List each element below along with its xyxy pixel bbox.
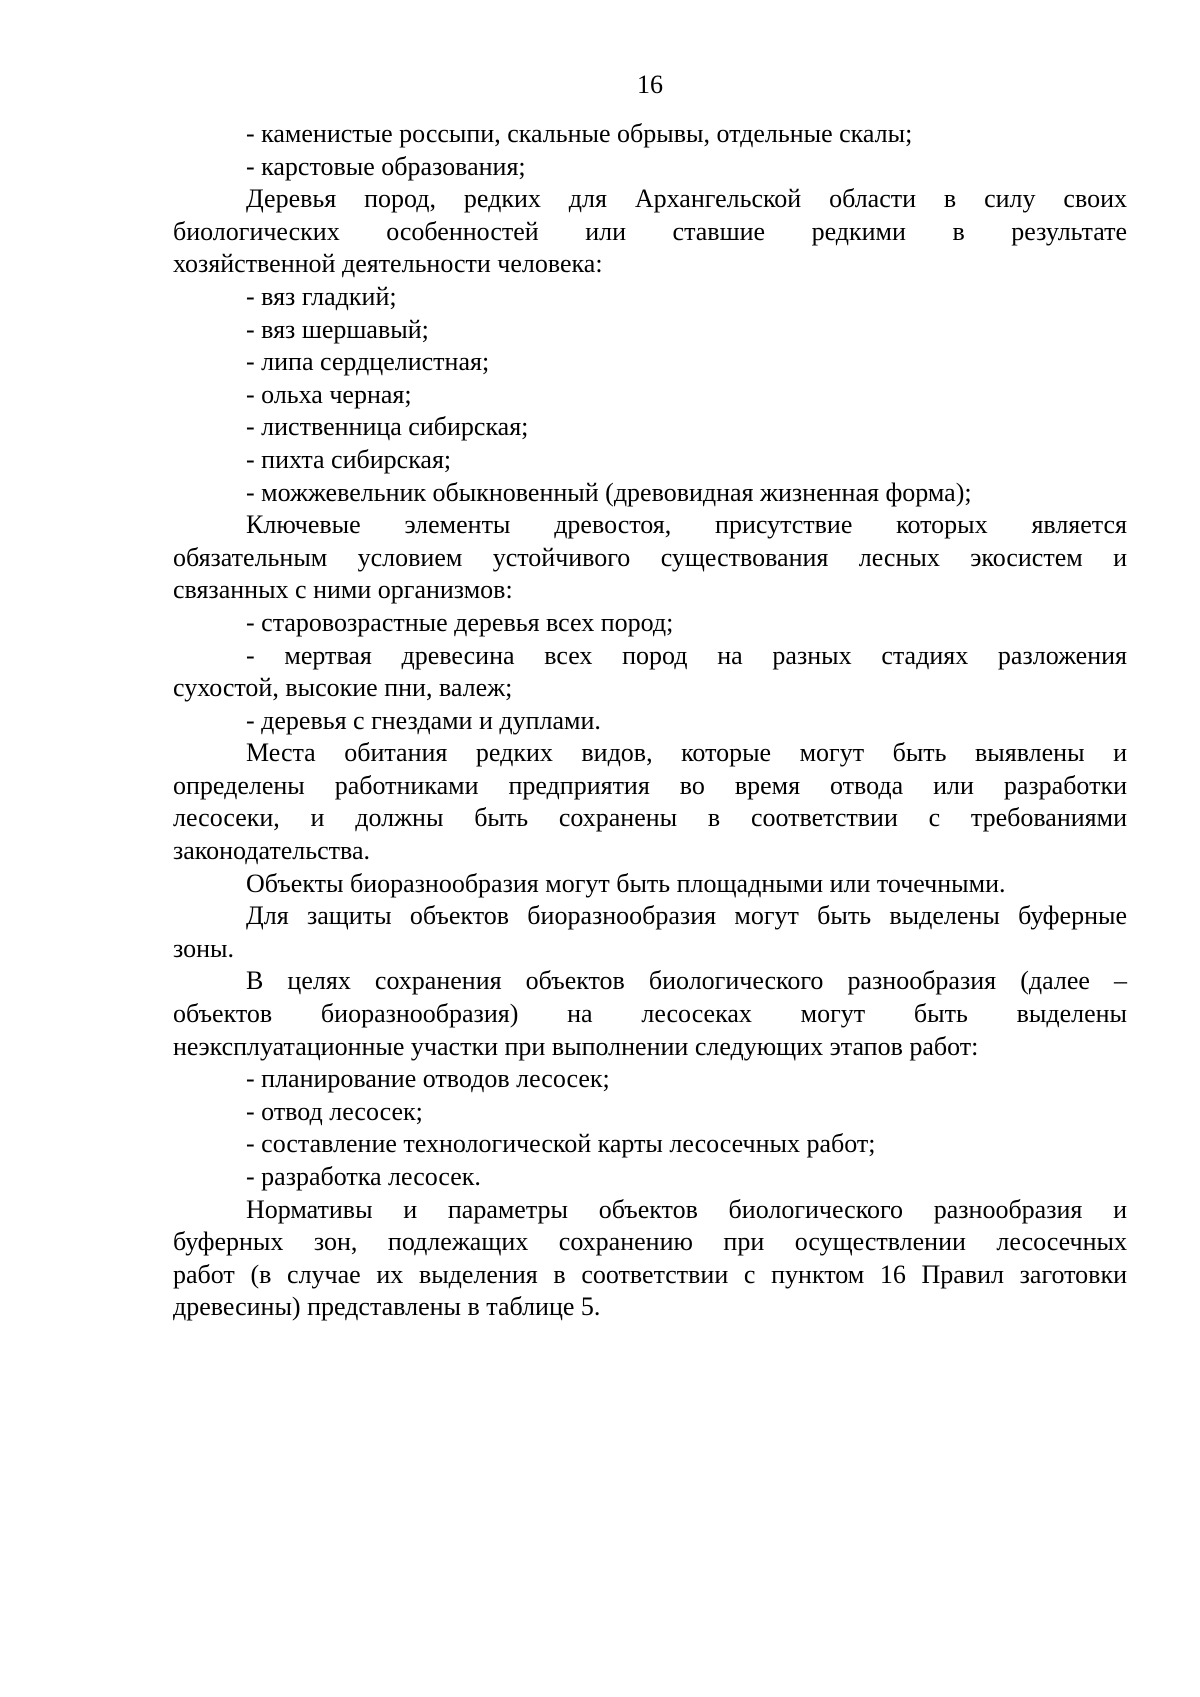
text-line: буферных зон, подлежащих сохранению при осуществлении лесосечных (173, 1227, 1127, 1257)
text-line: - липа сердцелистная; (246, 347, 490, 377)
text-line: определены работниками предприятия во время отвода или разработки (173, 770, 1127, 800)
text-line: сухостой, высокие пни, валеж; (173, 673, 513, 703)
text-line: - мертвая древесина всех пород на разных стадиях разложения (246, 640, 1127, 670)
text-line: Для защиты объектов биоразнообразия могут быть выделены буферные (246, 901, 1127, 931)
text-line: - каменистые россыпи, скальные обрывы, отдельные скалы; (246, 119, 913, 148)
text-line: - вяз гладкий; (246, 281, 397, 311)
text-line: - можжевельник обыкновенный (древовидная жизненная форма); (246, 477, 972, 507)
text-line: Места обитания редких видов, которые могут быть выявлены и (246, 738, 1127, 768)
text-line: - лиственница сибирская; (246, 412, 529, 442)
text-line: - деревья с гнездами и дуплами. (246, 705, 601, 735)
text-line: В целях сохранения объектов биологического разнообразия (далее – (246, 966, 1127, 996)
text-line: работ (в случае их выделения в соответствии с пунктом 16 Правил заготовки (173, 1259, 1127, 1289)
text-line: - отвод лесосек; (246, 1096, 423, 1126)
text-line: зоны. (173, 933, 235, 963)
text-line: объектов биоразнообразия) на лесосеках могут быть выделены (173, 999, 1127, 1029)
text-line: законодательства. (173, 836, 370, 866)
page-number: 16 (637, 70, 663, 99)
text-line: Объекты биоразнообразия могут быть площадными или точечными. (246, 868, 1006, 898)
text-line: - планирование отводов лесосек; (246, 1064, 610, 1094)
document-body (173, 118, 1127, 1324)
text-line: Нормативы и параметры объектов биологического разнообразия и (246, 1194, 1127, 1224)
text-line: - вяз шершавый; (246, 314, 429, 344)
text-line: - карстовые образования; (246, 151, 526, 181)
text-line: обязательным условием устойчивого существования лесных экосистем и (173, 542, 1127, 572)
text-line: неэксплуатационные участки при выполнении следующих этапов работ: (173, 1031, 979, 1061)
text-line: - составление технологической карты лесосечных работ; (246, 1129, 876, 1159)
text-line: - ольха черная; (246, 379, 412, 409)
text-line: - старовозрастные деревья всех пород; (246, 607, 674, 637)
text-line: - пихта сибирская; (246, 444, 452, 474)
text-line: Деревья пород, редких для Архангельской области в силу своих (246, 184, 1127, 214)
text-line: связанных с ними организмов: (173, 575, 513, 605)
text-line: биологических особенностей или ставшие редкими в результате (173, 216, 1127, 246)
text-line: древесины) представлены в таблице 5. (173, 1292, 601, 1322)
text-line: лесосеки, и должны быть сохранены в соответствии с требованиями (173, 803, 1127, 833)
text-line: хозяйственной деятельности человека: (173, 249, 603, 279)
text-line: Ключевые элементы древостоя, присутствие которых является (246, 510, 1127, 540)
text-line: - разработка лесосек. (246, 1162, 481, 1191)
